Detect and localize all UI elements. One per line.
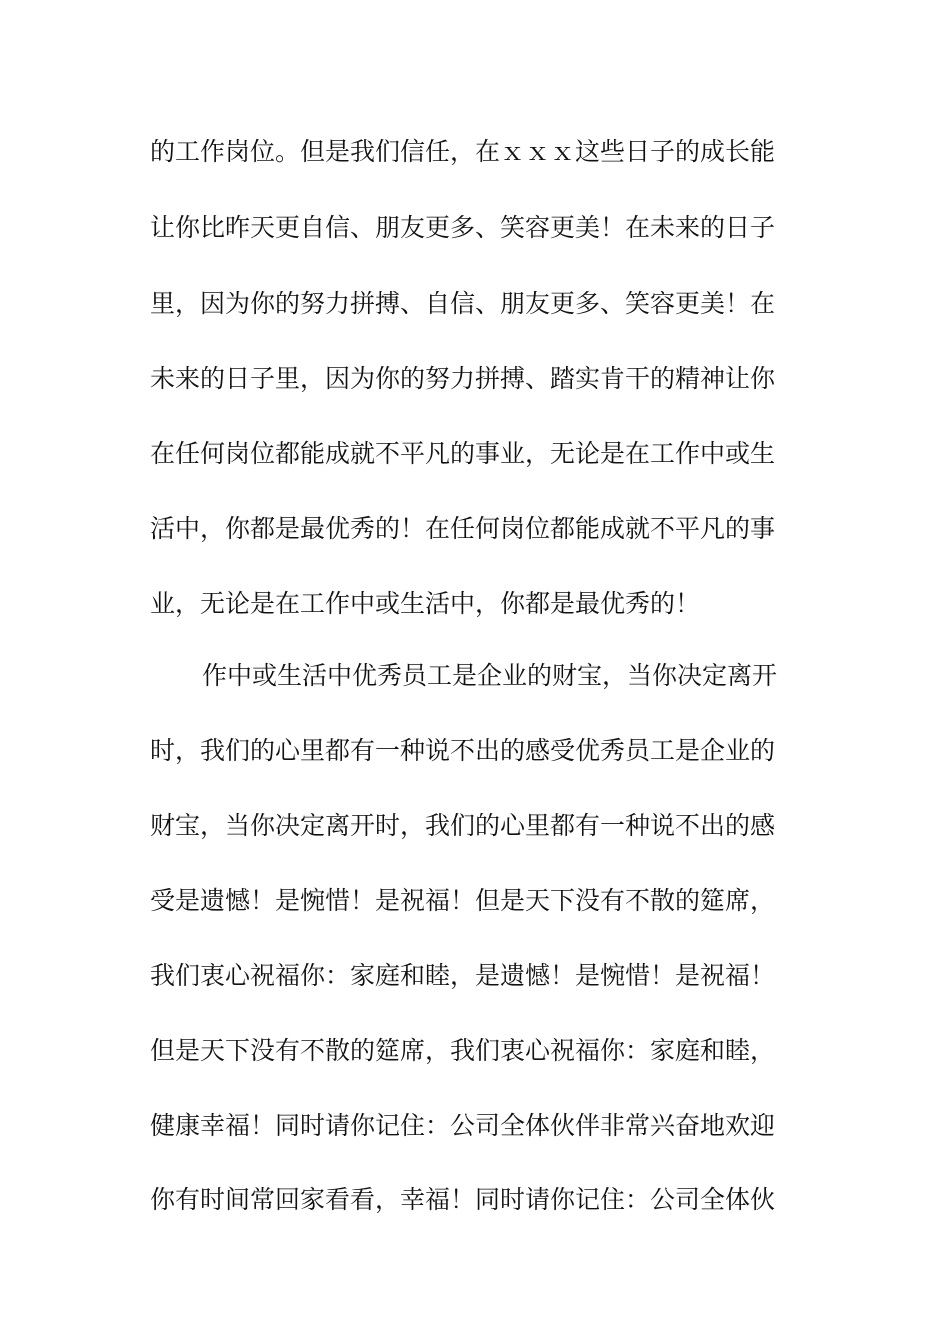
text-line: 业，无论是在工作中或生活中，你都是最优秀的！ <box>150 589 701 618</box>
text-line: 未来的日子里，因为你的努力拼搏、踏实肯干的精神让你 <box>150 364 776 393</box>
text-line: 财宝，当你决定离开时，我们的心里都有一种说不出的感 <box>150 811 776 840</box>
text-line: 里，因为你的努力拼搏、自信、朋友更多、笑容更美！在 <box>150 289 776 318</box>
text-line: 在任何岗位都能成就不平凡的事业，无论是在工作中或生 <box>150 439 776 468</box>
text-line: 活中，你都是最优秀的！在任何岗位都能成就不平凡的事 <box>150 514 776 543</box>
text-line: 受是遗憾！是惋惜！是祝福！但是天下没有不散的筵席， <box>150 886 776 915</box>
text-line: 让你比昨天更自信、朋友更多、笑容更美！在未来的日子 <box>150 213 776 242</box>
paragraph-first-line: 作中或生活中优秀员工是企业的财宝，当你决定离开 <box>202 661 778 690</box>
text-line: 但是天下没有不散的筵席，我们衷心祝福你：家庭和睦， <box>150 1036 776 1065</box>
text-line: 健康幸福！同时请你记住：公司全体伙伴非常兴奋地欢迎 <box>150 1111 776 1140</box>
text-line: 我们衷心祝福你：家庭和睦，是遗憾！是惋惜！是祝福！ <box>150 961 776 990</box>
text-line: 你有时间常回家看看，幸福！同时请你记住：公司全体伙 <box>150 1185 776 1214</box>
text-line: 的工作岗位。但是我们信任，在ｘｘｘ这些日子的成长能 <box>150 137 776 166</box>
text-line: 时，我们的心里都有一种说不出的感受优秀员工是企业的 <box>150 736 776 765</box>
